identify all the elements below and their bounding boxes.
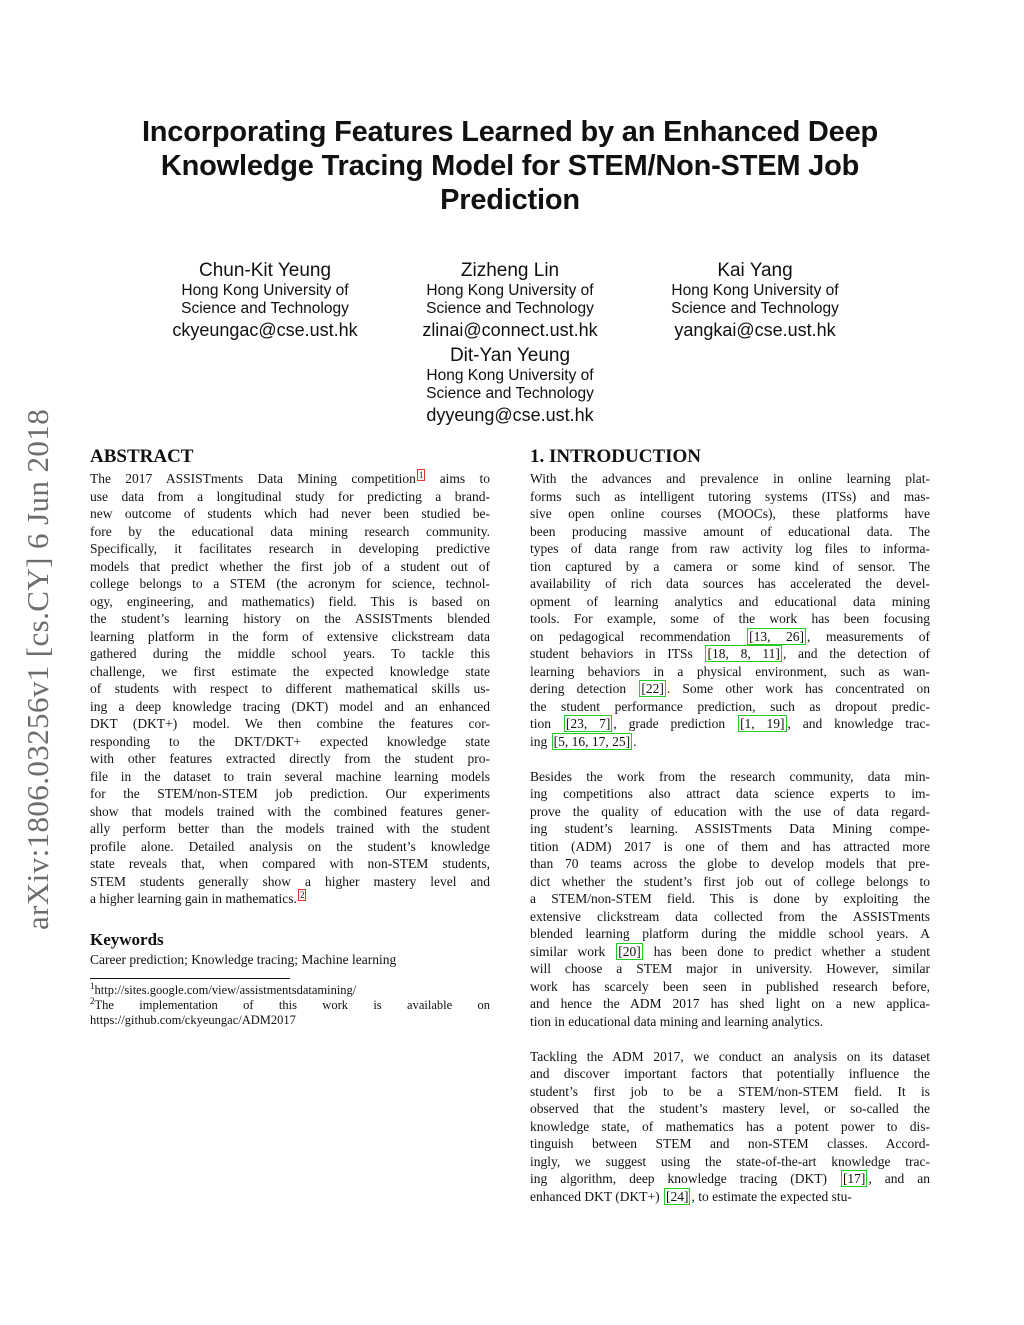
abstract-heading: ABSTRACT: [90, 446, 194, 467]
abstract-line: for the STEM/non-STEM job prediction. Our experiments: [90, 786, 490, 801]
intro-line: [530, 1188, 930, 1206]
intro-line: [530, 540, 930, 558]
paper-title: [100, 115, 920, 217]
intro-text: ing competitions also attract data science experts to im-: [530, 786, 930, 801]
author-email[interactable]: yangkai@cse.ust.hk: [674, 320, 836, 340]
intro-text: dering detection: [530, 681, 639, 696]
title-line: Knowledge Tracing Model for STEM/Non-STEM Job: [160, 150, 860, 182]
intro-text: opment of learning analytics and educational data mining: [530, 593, 930, 609]
abstract-line: gathered during the middle school years. To tackle this: [90, 646, 490, 661]
author-name: Dit-Yan Yeung: [449, 345, 571, 366]
intro-text: and hence the ADM 2017 has shed light on a new applica-: [530, 996, 930, 1011]
intro-line: [530, 1100, 930, 1118]
abstract-line: with other features extracted directly from the student pro-: [90, 751, 490, 766]
intro-text: tion in educational data mining and learning analytics.: [530, 1013, 824, 1029]
intro-line: [530, 855, 930, 873]
intro-text: will choose a STEM major in university. However, similar: [530, 961, 930, 976]
intro-line: [530, 925, 930, 943]
abstract-line: The 2017 ASSISTments Data Mining competition $^1$ aims to: [90, 469, 491, 486]
abstract-line: models that predict whether the first job of a student out of: [90, 558, 490, 574]
footnote-2-url[interactable]: https://github.com/ckyeungac/ADM2017: [90, 1013, 296, 1027]
intro-line: [530, 663, 930, 681]
author-name: Kai Yang: [717, 260, 793, 281]
title-line: Incorporating Features Learned by an Enhanced Deep: [141, 116, 879, 148]
intro-text: similar work: [530, 943, 616, 959]
intro-line: [530, 558, 930, 576]
intro-text: work has scarcely been seen in published research before,: [530, 978, 930, 994]
intro-paragraph-1: [530, 470, 930, 750]
citation-link[interactable]: [17]: [842, 1171, 866, 1186]
intro-text: , to estimate the expected stu-: [691, 1188, 852, 1204]
abstract-body: [90, 470, 490, 908]
intro-text: than 70 teams across the globe to develop models that pre-: [530, 856, 930, 871]
author-name: Chun-Kit Yeung: [198, 260, 332, 281]
intro-text: ingly, we suggest using the state-of-the-art knowledge trac-: [530, 1153, 930, 1169]
author-block: [380, 260, 640, 341]
author-affiliation: Science and Technology: [426, 300, 594, 317]
intro-line: [530, 943, 930, 961]
intro-text: Tackling the ADM 2017, we conduct an analysis on its dataset: [530, 1048, 930, 1064]
author-block: [380, 345, 640, 426]
author-affiliation: Hong Kong University of: [181, 282, 349, 299]
intro-line: [530, 593, 930, 611]
intro-line: [530, 523, 930, 541]
author-email[interactable]: dyyeung@cse.ust.hk: [426, 405, 594, 425]
title-line: Prediction: [440, 184, 580, 216]
citation-link[interactable]: [18, 8, 11]: [707, 646, 780, 661]
citation-link[interactable]: [5, 16, 17, 25]: [553, 733, 631, 749]
intro-text: , measurements of: [807, 628, 931, 644]
abstract-line: use data from a longitudinal study for predicting a brand-: [90, 488, 490, 504]
abstract-line: profile alone. Detailed analysis on the student’s knowledge: [90, 838, 490, 854]
intro-text: Besides the work from the research community, data min-: [530, 768, 930, 784]
intro-text: a STEM/non-STEM field. This is done by exploiting the: [530, 891, 930, 906]
intro-line: [530, 1065, 930, 1083]
abstract-line: responding to the DKT/DKT+ expected knowledge state: [90, 733, 490, 749]
intro-text: learning behaviors in a physical environment, such as wan-: [530, 663, 930, 679]
intro-text: ing student’s learning. ASSISTments Data Mining compe-: [530, 821, 930, 836]
keywords-text: Career prediction; Knowledge tracing; Machine learning: [90, 951, 397, 967]
abstract-line: the student’s learning history on the ASSISTments blended: [90, 611, 490, 626]
intro-text: dict whether the student’s first job out of college belongs to: [530, 873, 930, 889]
intro-text: the student performance prediction, such as dropout predic-: [530, 698, 930, 714]
footnote-1: $^1$http://sites.google.com/view/assistmentsdatamining/: [90, 980, 357, 997]
intro-line: [530, 978, 930, 996]
author-affiliation: Science and Technology: [426, 385, 594, 402]
intro-text: observed that the student’s mastery level, or so-called the: [530, 1101, 930, 1116]
intro-text: extensive clickstream data collected from the ASSISTments: [530, 908, 930, 924]
abstract-line: show that models trained with the combined features gener-: [90, 803, 490, 819]
intro-line: [530, 960, 930, 978]
abstract-line: a higher learning gain in mathematics. $^2$: [90, 889, 305, 906]
abstract-line: new outcome of students which had never been studied be-: [90, 506, 490, 521]
intro-line: [530, 470, 930, 488]
footnote-1-ref[interactable]: 1: [418, 469, 424, 480]
intro-text: prove the quality of education with the use of data regard-: [530, 803, 930, 819]
citation-link[interactable]: [13, 26]: [749, 628, 805, 644]
intro-text: .: [633, 733, 637, 749]
intro-line: [530, 733, 930, 751]
citation-link[interactable]: [24]: [665, 1188, 689, 1204]
author-affiliation: Hong Kong University of: [671, 282, 839, 299]
intro-line: [530, 890, 930, 908]
intro-text: knowledge state, of mathematics has a potent power to dis-: [530, 1118, 930, 1134]
intro-text: been producing massive amount of educational data. The: [530, 523, 930, 539]
intro-text: , and knowledge trac-: [787, 716, 930, 731]
intro-text: availability of rich data sources has accelerated the devel-: [530, 576, 930, 591]
intro-line: [530, 785, 930, 803]
intro-line: [530, 698, 930, 716]
intro-text: ing algorithm, deep knowledge tracing (DKT): [530, 1171, 840, 1186]
intro-text: blended learning platform during the middle school years. A: [530, 926, 930, 941]
intro-text: forms such as intelligent tutoring systems (ITSs) and mas-: [530, 488, 930, 504]
intro-line: [530, 1170, 930, 1188]
abstract-line: of students with respect to different mathematical skills us-: [90, 681, 490, 696]
author-affiliation: Science and Technology: [671, 300, 839, 317]
intro-text: tools. For example, some of the work has been focusing: [530, 611, 930, 626]
author-affiliation: Science and Technology: [181, 300, 349, 317]
author-name: Zizheng Lin: [460, 260, 560, 281]
intro-text: , and the detection of: [782, 646, 930, 661]
intro-text: . Some other work has concentrated on: [666, 681, 931, 696]
intro-line: [530, 680, 930, 698]
intro-line: [530, 1083, 930, 1101]
intro-text: enhanced DKT (DKT+): [530, 1188, 663, 1204]
citation-link[interactable]: [1, 19]: [740, 716, 785, 731]
intro-paragraph-2: [530, 768, 930, 1031]
abstract-line: college belongs to a STEM (the acronym for science, technol-: [90, 576, 490, 591]
intro-line: [530, 1048, 930, 1066]
intro-text: sive open online courses (MOOCs), these platforms have: [530, 506, 930, 521]
author-affiliation: Hong Kong University of: [426, 282, 594, 299]
author-affiliation: Hong Kong University of: [426, 367, 594, 384]
abstract-line: challenge, we first estimate the expected knowledge state: [90, 663, 490, 679]
abstract-line: ally perform better than the models trained with the student: [90, 821, 490, 836]
intro-text: , grade prediction: [613, 716, 738, 731]
intro-line: [530, 575, 930, 593]
intro-text: student behaviors in ITSs: [530, 646, 705, 661]
intro-line: [530, 610, 930, 628]
footnote-2: $^2$The implementation of this work is available on https://github.com/ckyeungac/ADM2017: [90, 995, 490, 1027]
intro-line: [530, 1135, 930, 1153]
arxiv-stamp: arXiv:1806.03256v1 [cs.CY] 6 Jun 2018: [20, 408, 55, 930]
footnote-2-ref[interactable]: 2: [299, 889, 305, 900]
author-block: [625, 260, 885, 341]
abstract-line: state reveals that, when compared with non-STEM students,: [90, 856, 490, 871]
intro-text: tion: [530, 716, 563, 731]
author-email[interactable]: ckyeungac@cse.ust.hk: [172, 320, 358, 340]
abstract-line: learning platform in the form of extensive clickstream data: [90, 628, 490, 644]
intro-line: [530, 505, 930, 523]
introduction-heading: 1. INTRODUCTION: [530, 446, 702, 467]
intro-line: [530, 768, 930, 786]
intro-line: [530, 628, 930, 646]
intro-line: [530, 820, 930, 838]
intro-line: [530, 873, 930, 891]
left-column: [90, 446, 490, 1028]
intro-text: has been done to predict whether a student: [643, 943, 930, 959]
citation-link[interactable]: [23, 7]: [565, 716, 611, 731]
intro-line: [530, 803, 930, 821]
intro-text: on pedagogical recommendation: [530, 628, 747, 644]
footnote-divider: [90, 978, 290, 979]
footnote-1-url[interactable]: http://sites.google.com/view/assistmentsdatamining/: [94, 983, 357, 997]
intro-line: [530, 838, 930, 856]
intro-line: [530, 1118, 930, 1136]
intro-text: and discover important factors that potentially influence the: [530, 1066, 930, 1081]
abstract-line: DKT (DKT+) model. We then combine the features cor-: [90, 716, 490, 731]
abstract-line: fore by the educational data mining research community.: [90, 523, 490, 539]
intro-text: tinguish between STEM and non-STEM classes. Accord-: [530, 1136, 930, 1151]
abstract-line: ogy, engineering, and mathematics) field. This is based on: [90, 593, 490, 609]
intro-line: [530, 715, 930, 733]
author-email[interactable]: zlinai@connect.ust.hk: [422, 320, 598, 340]
abstract-line: STEM students generally show a higher mastery level and: [90, 873, 490, 889]
abstract-line: ing a deep knowledge tracing (DKT) model and an enhanced: [90, 698, 490, 714]
author-block: [135, 260, 395, 341]
intro-line: [530, 488, 930, 506]
intro-text: ing: [530, 733, 551, 749]
right-column: [530, 446, 930, 1205]
intro-text: tion captured by a camera or some kind of sensor. The: [530, 558, 930, 574]
intro-text: student’s first job to be a STEM/non-STEM field. It is: [530, 1083, 930, 1099]
intro-text: tition (ADM) 2017 is one of them and has attracted more: [530, 838, 930, 854]
intro-line: [530, 1013, 930, 1031]
intro-paragraph-3: [530, 1048, 930, 1206]
intro-line: [530, 908, 930, 926]
abstract-line: file in the dataset to train several machine learning models: [90, 768, 490, 784]
intro-text: types of data range from raw activity log files to informa-: [530, 541, 930, 556]
citation-link[interactable]: [22]: [641, 681, 664, 696]
intro-text: , and an: [868, 1171, 931, 1186]
keywords-heading: Keywords: [90, 929, 164, 949]
intro-line: [530, 1153, 930, 1171]
intro-text: With the advances and prevalence in online learning plat-: [530, 471, 930, 486]
abstract-line: Specifically, it facilitates research in developing predictive: [90, 541, 490, 556]
citation-link[interactable]: [20]: [618, 943, 641, 959]
intro-line: [530, 645, 930, 663]
intro-line: [530, 995, 930, 1013]
